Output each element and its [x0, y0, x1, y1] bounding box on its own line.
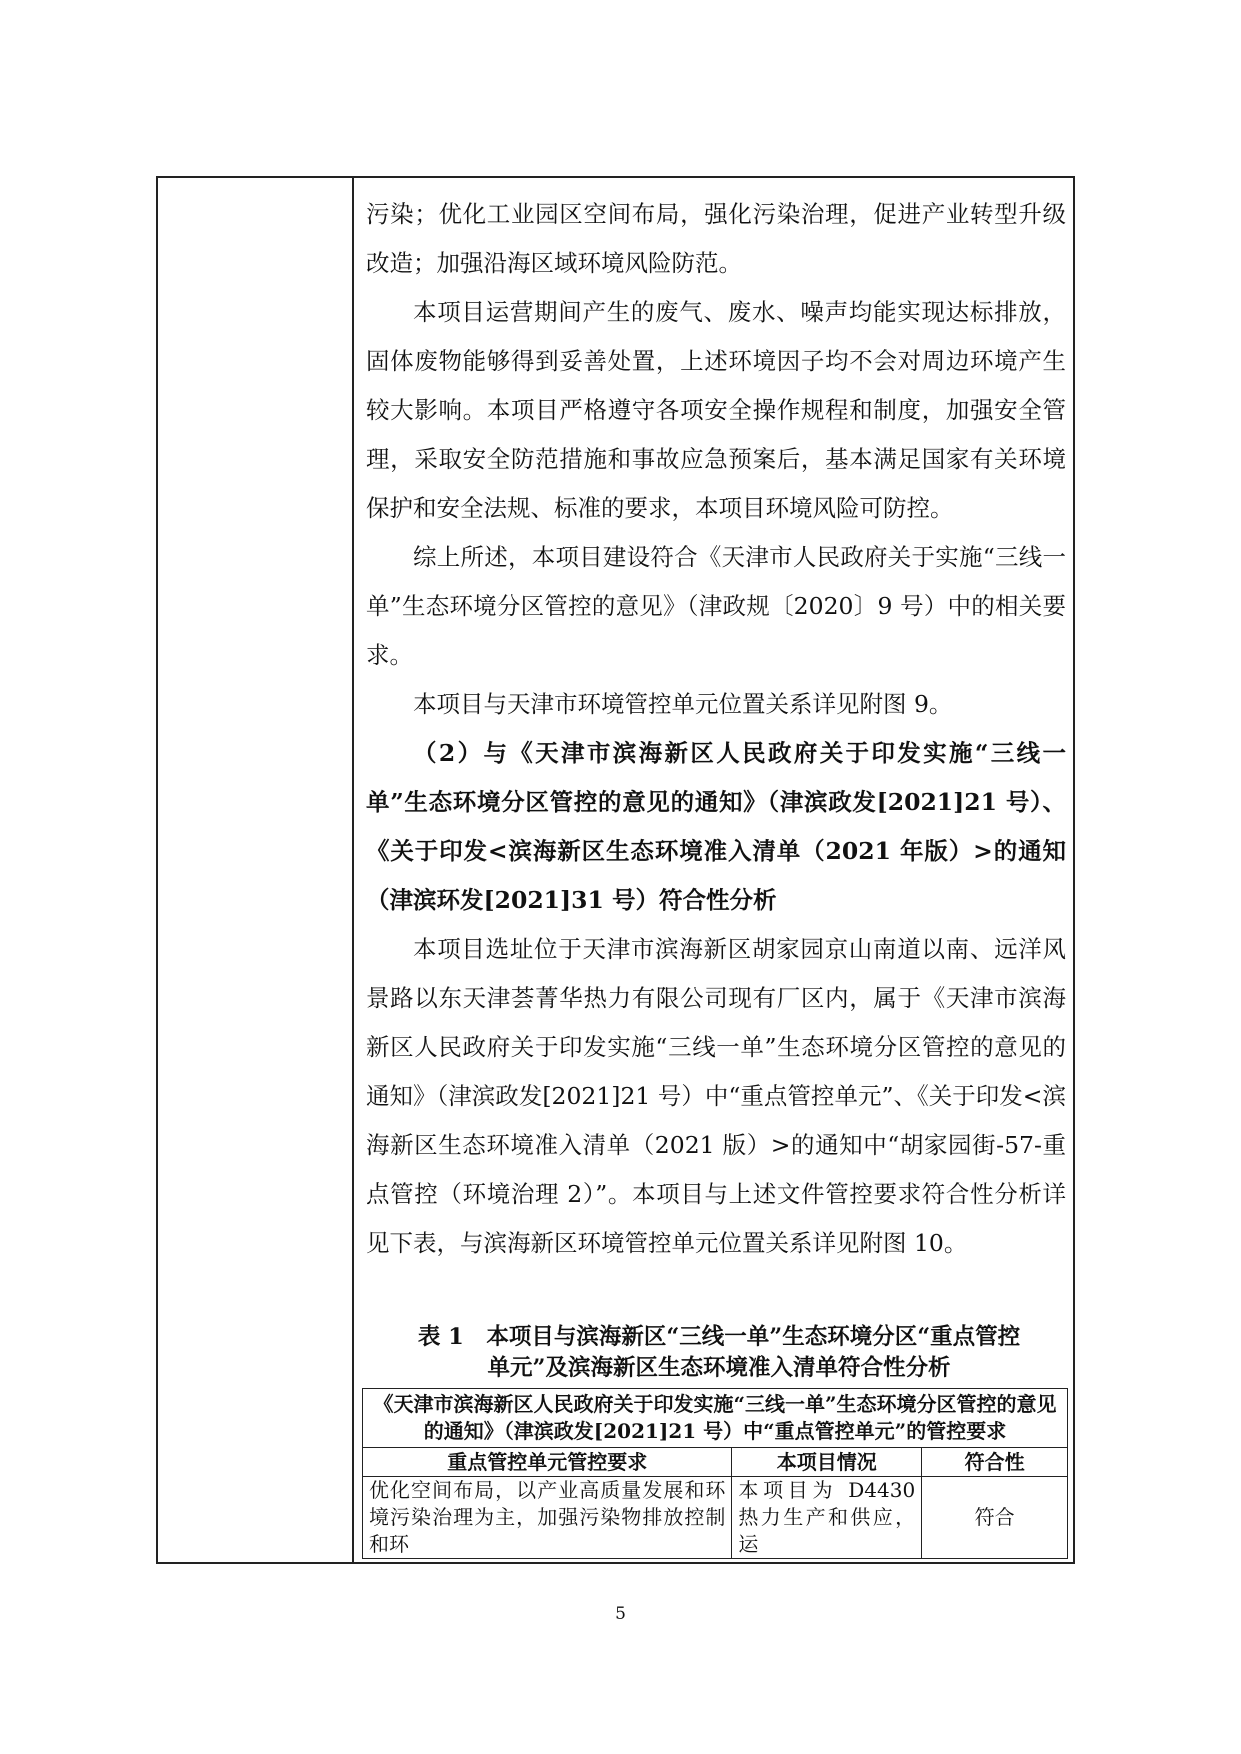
table-caption-line-2: 单元”及滨海新区生态环境准入清单符合性分析	[487, 1355, 951, 1381]
cell-project: 本项目为 D4430 热力生产和供应，运	[732, 1477, 922, 1559]
column-divider	[352, 176, 354, 1564]
paragraph-5: 本项目选址位于天津市滨海新区胡家园京山南道以南、远洋风景路以东天津荟菁华热力有限公司现有厂区内，属于《天津市滨海新区人民政府关于印发实施“三线一单”生态环境分区管控的意见的通知》（津滨政发[2021]21 号）中“重点管控单元”、《关于印发<滨海新区生态环境准入清单（2021 版）>的通知中“胡家园街-57-重点管控（环境治理 2）”。本项目与上述文件管控要求符合性分析详见下表，与滨海新区环境管控单元位置关系详见附图 10。	[366, 935, 1066, 1257]
paragraph-1: 污染；优化工业园区空间布局，强化污染治理，促进产业转型升级改造；加强沿海区域环境风险防范。	[366, 200, 1066, 277]
cell-requirement: 优化空间布局，以产业高质量发展和环境污染治理为主，加强污染物排放控制和环	[363, 1477, 732, 1559]
column-header-requirement: 重点管控单元管控要求	[363, 1448, 732, 1477]
paragraph-2: 本项目运营期间产生的废气、废水、噪声均能实现达标排放，固体废物能够得到妥善处置，上述环境因子均不会对周边环境产生较大影响。本项目严格遵守各项安全操作规程和制度，加强安全管理，采取安全防范措施和事故应急预案后，基本满足国家有关环境保护和安全法规、标准的要求，本项目环境风险可防控。	[366, 298, 1066, 522]
cell-compliance: 符合	[922, 1477, 1068, 1559]
table-header-title: 《天津市滨海新区人民政府关于印发实施“三线一单”生态环境分区管控的意见的通知》（津滨政发[2021]21 号）中“重点管控单元”的管控要求	[363, 1389, 1068, 1448]
column-header-project: 本项目情况	[732, 1448, 922, 1477]
paragraph-4: 本项目与天津市环境管控单元位置关系详见附图 9。	[413, 690, 953, 718]
paragraph-3: 综上所述，本项目建设符合《天津市人民政府关于实施“三线一单”生态环境分区管控的意见》（津政规〔2020〕9 号）中的相关要求。	[366, 543, 1066, 669]
section-heading: （2）与《天津市滨海新区人民政府关于印发实施“三线一单”生态环境分区管控的意见的通知》（津滨政发[2021]21 号）、《关于印发<滨海新区生态环境准入清单（2021 年版）>的通知（津滨环发[2021]31 号）符合性分析	[366, 739, 1066, 914]
page-number: 5	[615, 1604, 626, 1624]
column-header-compliance: 符合性	[922, 1448, 1068, 1477]
table-caption-line-1: 表 1 本项目与滨海新区“三线一单”生态环境分区“重点管控	[417, 1324, 1021, 1350]
table-caption	[366, 1322, 1072, 1384]
compliance-table	[362, 1388, 1068, 1559]
table-row	[363, 1477, 1068, 1559]
main-text	[366, 190, 1066, 1268]
